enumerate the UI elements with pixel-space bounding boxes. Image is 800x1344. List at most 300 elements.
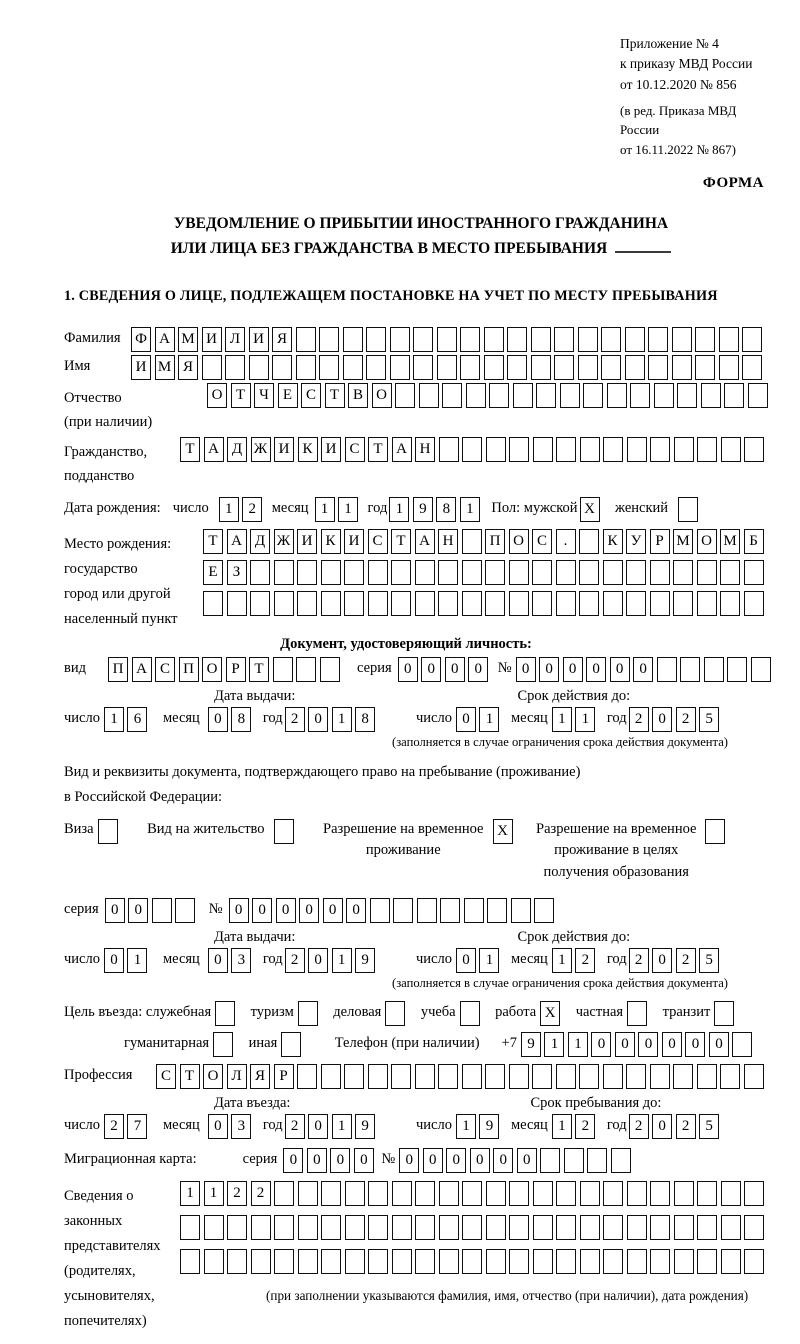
permit-valid-day-cells[interactable] (456, 948, 503, 973)
cell[interactable] (462, 1215, 482, 1240)
cell[interactable]: П (108, 657, 128, 682)
purpose-other-checkbox[interactable] (281, 1032, 305, 1057)
name-cells[interactable] (131, 355, 766, 380)
cell[interactable]: 0 (470, 1148, 490, 1173)
cell[interactable] (464, 898, 484, 923)
cell[interactable] (345, 1181, 365, 1206)
permit-issue-day-cells[interactable] (104, 948, 151, 973)
cell[interactable] (673, 560, 693, 585)
cell[interactable] (180, 1249, 200, 1274)
cell[interactable] (556, 1181, 576, 1206)
birth-year-cells[interactable] (389, 497, 483, 522)
cell[interactable] (345, 1249, 365, 1274)
cell[interactable] (297, 1064, 317, 1089)
doc-issue-year-cells[interactable] (285, 707, 379, 732)
cell[interactable] (627, 1249, 647, 1274)
cell[interactable] (321, 1215, 341, 1240)
cell[interactable] (719, 327, 739, 352)
cell[interactable]: 0 (323, 898, 343, 923)
cell[interactable]: 0 (633, 657, 653, 682)
cell[interactable] (507, 355, 527, 380)
cell[interactable]: Л (227, 1064, 247, 1089)
cell[interactable] (720, 560, 740, 585)
cell[interactable]: Я (250, 1064, 270, 1089)
cell[interactable] (714, 1001, 734, 1026)
cell[interactable] (392, 1215, 412, 1240)
cell[interactable]: И (249, 327, 269, 352)
cell[interactable] (297, 560, 317, 585)
cell[interactable] (697, 437, 717, 462)
cell[interactable] (751, 657, 771, 682)
cell[interactable] (554, 327, 574, 352)
cell[interactable] (415, 1215, 435, 1240)
cell[interactable]: К (603, 529, 623, 554)
cell[interactable]: 2 (676, 1114, 696, 1139)
permit-valid-month-cells[interactable] (552, 948, 599, 973)
cell[interactable] (175, 898, 195, 923)
sex-female-checkbox[interactable] (678, 497, 702, 522)
cell[interactable] (680, 657, 700, 682)
cell[interactable]: 0 (252, 898, 272, 923)
cell[interactable] (203, 591, 223, 616)
cell[interactable] (677, 383, 697, 408)
cell[interactable] (392, 1249, 412, 1274)
cell[interactable] (601, 327, 621, 352)
cell[interactable]: 0 (283, 1148, 303, 1173)
cell[interactable] (438, 1064, 458, 1089)
cell[interactable] (579, 560, 599, 585)
cell[interactable]: 1 (552, 1114, 572, 1139)
cell[interactable]: Ж (274, 529, 294, 554)
cell[interactable]: 0 (276, 898, 296, 923)
permit-series-cells[interactable] (105, 898, 199, 923)
cell[interactable]: 2 (227, 1181, 247, 1206)
cell[interactable] (462, 591, 482, 616)
cell[interactable] (368, 560, 388, 585)
cell[interactable] (697, 591, 717, 616)
cell[interactable]: 5 (699, 707, 719, 732)
cell[interactable]: 2 (676, 948, 696, 973)
cell[interactable] (511, 898, 531, 923)
cell[interactable] (319, 355, 339, 380)
legal-reps-cells-line3[interactable] (180, 1249, 768, 1274)
cell[interactable] (603, 1181, 623, 1206)
cell[interactable]: 1 (479, 707, 499, 732)
cell[interactable] (395, 383, 415, 408)
cell[interactable] (536, 383, 556, 408)
cell[interactable]: И (344, 529, 364, 554)
cell[interactable] (626, 1064, 646, 1089)
cell[interactable]: X (540, 1001, 560, 1026)
cell[interactable]: А (415, 529, 435, 554)
cell[interactable]: О (202, 657, 222, 682)
cell[interactable] (744, 1215, 764, 1240)
cell[interactable] (462, 560, 482, 585)
cell[interactable] (320, 657, 340, 682)
cell[interactable]: 1 (204, 1181, 224, 1206)
cell[interactable]: Т (391, 529, 411, 554)
cell[interactable] (274, 560, 294, 585)
cell[interactable] (531, 327, 551, 352)
cell[interactable] (296, 355, 316, 380)
cell[interactable] (513, 383, 533, 408)
cell[interactable]: 0 (516, 657, 536, 682)
cell[interactable]: А (392, 437, 412, 462)
cell[interactable] (509, 591, 529, 616)
cell[interactable]: Е (203, 560, 223, 585)
cell[interactable]: Д (250, 529, 270, 554)
cell[interactable] (564, 1148, 584, 1173)
cell[interactable]: 2 (575, 948, 595, 973)
cell[interactable] (578, 355, 598, 380)
cell[interactable] (368, 1249, 388, 1274)
cell[interactable] (204, 1215, 224, 1240)
cell[interactable]: 0 (615, 1032, 635, 1057)
doc-issue-day-cells[interactable] (104, 707, 151, 732)
cell[interactable] (439, 1215, 459, 1240)
cell[interactable] (509, 1215, 529, 1240)
cell[interactable]: 9 (521, 1032, 541, 1057)
cell[interactable] (744, 1064, 764, 1089)
visa-checkbox[interactable] (98, 819, 122, 844)
cell[interactable] (343, 327, 363, 352)
cell[interactable]: Ф (131, 327, 151, 352)
cell[interactable] (509, 1249, 529, 1274)
cell[interactable]: 9 (355, 1114, 375, 1139)
cell[interactable]: 0 (456, 948, 476, 973)
birth-day-cells[interactable] (219, 497, 266, 522)
cell[interactable]: У (626, 529, 646, 554)
cell[interactable] (532, 591, 552, 616)
cell[interactable]: 0 (399, 1148, 419, 1173)
cell[interactable] (654, 383, 674, 408)
cell[interactable]: 0 (652, 1114, 672, 1139)
cell[interactable] (697, 1181, 717, 1206)
cell[interactable] (321, 1064, 341, 1089)
cell[interactable]: 0 (421, 657, 441, 682)
cell[interactable] (437, 327, 457, 352)
cell[interactable]: 0 (307, 1148, 327, 1173)
cell[interactable] (556, 1064, 576, 1089)
cell[interactable]: К (321, 529, 341, 554)
cell[interactable] (554, 355, 574, 380)
cell[interactable]: Е (278, 383, 298, 408)
doc-valid-month-cells[interactable] (552, 707, 599, 732)
cell[interactable] (626, 560, 646, 585)
doc-number-cells[interactable] (516, 657, 775, 682)
cell[interactable] (533, 1215, 553, 1240)
cell[interactable] (368, 1064, 388, 1089)
cell[interactable] (719, 355, 739, 380)
cell[interactable]: 0 (104, 948, 124, 973)
cell[interactable] (251, 1249, 271, 1274)
cell[interactable]: 1 (332, 707, 352, 732)
cell[interactable] (648, 327, 668, 352)
cell[interactable]: 0 (229, 898, 249, 923)
cell[interactable] (274, 819, 294, 844)
cell[interactable]: 0 (423, 1148, 443, 1173)
cell[interactable] (727, 657, 747, 682)
cell[interactable]: 1 (479, 948, 499, 973)
cell[interactable]: Л (225, 327, 245, 352)
cell[interactable]: Т (368, 437, 388, 462)
cell[interactable] (274, 1215, 294, 1240)
cell[interactable]: С (301, 383, 321, 408)
cell[interactable] (603, 1215, 623, 1240)
cell[interactable]: 2 (285, 948, 305, 973)
cell[interactable]: 1 (456, 1114, 476, 1139)
cell[interactable]: 0 (539, 657, 559, 682)
birthplace-cells-line3[interactable] (203, 591, 767, 616)
cell[interactable]: 8 (436, 497, 456, 522)
cell[interactable]: 0 (610, 657, 630, 682)
birthplace-cells-line1[interactable] (203, 529, 767, 554)
cell[interactable] (607, 383, 627, 408)
cell[interactable] (509, 437, 529, 462)
cell[interactable] (744, 1249, 764, 1274)
cell[interactable] (674, 437, 694, 462)
cell[interactable] (701, 383, 721, 408)
cell[interactable]: 1 (127, 948, 147, 973)
cell[interactable]: 0 (208, 1114, 228, 1139)
cell[interactable] (345, 1215, 365, 1240)
cell[interactable]: 0 (208, 948, 228, 973)
cell[interactable]: 1 (389, 497, 409, 522)
cell[interactable]: 5 (699, 948, 719, 973)
cell[interactable] (579, 529, 599, 554)
cell[interactable]: С (156, 1064, 176, 1089)
stay-month-cells[interactable] (552, 1114, 599, 1139)
cell[interactable] (413, 327, 433, 352)
cell[interactable] (532, 560, 552, 585)
cell[interactable]: 2 (242, 497, 262, 522)
cell[interactable] (213, 1032, 233, 1057)
cell[interactable] (215, 1001, 235, 1026)
cell[interactable] (556, 591, 576, 616)
cell[interactable] (462, 437, 482, 462)
cell[interactable] (344, 560, 364, 585)
cell[interactable]: Д (227, 437, 247, 462)
cell[interactable] (721, 1249, 741, 1274)
cell[interactable]: 0 (591, 1032, 611, 1057)
cell[interactable] (273, 657, 293, 682)
cell[interactable]: 1 (219, 497, 239, 522)
cell[interactable]: П (179, 657, 199, 682)
doc-valid-day-cells[interactable] (456, 707, 503, 732)
cell[interactable]: 3 (231, 948, 251, 973)
cell[interactable] (391, 1064, 411, 1089)
cell[interactable] (580, 437, 600, 462)
cell[interactable]: 0 (346, 898, 366, 923)
cell[interactable] (296, 657, 316, 682)
cell[interactable]: Н (415, 437, 435, 462)
cell[interactable] (296, 327, 316, 352)
cell[interactable]: Р (226, 657, 246, 682)
cell[interactable] (250, 591, 270, 616)
cell[interactable] (180, 1215, 200, 1240)
cell[interactable] (487, 898, 507, 923)
legal-reps-cells-line1[interactable] (180, 1181, 768, 1206)
cell[interactable]: О (372, 383, 392, 408)
cell[interactable] (415, 1064, 435, 1089)
cell[interactable] (486, 1215, 506, 1240)
cell[interactable] (439, 1249, 459, 1274)
cell[interactable]: В (348, 383, 368, 408)
purpose-work-checkbox[interactable] (540, 1001, 564, 1026)
cell[interactable] (204, 1249, 224, 1274)
cell[interactable] (249, 355, 269, 380)
stay-day-cells[interactable] (456, 1114, 503, 1139)
temp-permit-edu-checkbox[interactable] (705, 819, 729, 844)
cell[interactable]: 0 (493, 1148, 513, 1173)
cell[interactable] (368, 1181, 388, 1206)
cell[interactable] (393, 898, 413, 923)
cell[interactable] (697, 1064, 717, 1089)
sex-male-checkbox[interactable] (580, 497, 604, 522)
cell[interactable]: 0 (330, 1148, 350, 1173)
cell[interactable] (578, 327, 598, 352)
cell[interactable]: Т (325, 383, 345, 408)
cell[interactable]: О (509, 529, 529, 554)
entry-year-cells[interactable] (285, 1114, 379, 1139)
cell[interactable] (391, 591, 411, 616)
cell[interactable] (366, 327, 386, 352)
cell[interactable] (509, 1181, 529, 1206)
doc-issue-month-cells[interactable] (208, 707, 255, 732)
cell[interactable]: Т (180, 1064, 200, 1089)
cell[interactable] (625, 327, 645, 352)
cell[interactable]: С (155, 657, 175, 682)
temp-permit-checkbox[interactable] (493, 819, 517, 844)
cell[interactable] (648, 355, 668, 380)
cell[interactable] (251, 1215, 271, 1240)
cell[interactable] (486, 437, 506, 462)
cell[interactable] (415, 1181, 435, 1206)
cell[interactable] (673, 1064, 693, 1089)
cell[interactable]: Р (274, 1064, 294, 1089)
cell[interactable] (437, 355, 457, 380)
purpose-official-checkbox[interactable] (215, 1001, 239, 1026)
cell[interactable] (344, 591, 364, 616)
cell[interactable] (462, 529, 482, 554)
cell[interactable] (298, 1215, 318, 1240)
cell[interactable]: 0 (128, 898, 148, 923)
cell[interactable]: 0 (563, 657, 583, 682)
cell[interactable] (152, 898, 172, 923)
cell[interactable] (439, 437, 459, 462)
cell[interactable]: 1 (552, 707, 572, 732)
purpose-private-checkbox[interactable] (627, 1001, 651, 1026)
cell[interactable] (413, 355, 433, 380)
cell[interactable] (603, 560, 623, 585)
cell[interactable] (442, 383, 462, 408)
cell[interactable] (460, 355, 480, 380)
cell[interactable] (650, 1064, 670, 1089)
cell[interactable] (657, 657, 677, 682)
cell[interactable] (650, 437, 670, 462)
cell[interactable] (580, 1181, 600, 1206)
doc-type-cells[interactable] (108, 657, 343, 682)
cell[interactable] (366, 355, 386, 380)
cell[interactable]: 9 (413, 497, 433, 522)
cell[interactable] (415, 591, 435, 616)
cell[interactable] (650, 1249, 670, 1274)
cell[interactable]: 0 (652, 707, 672, 732)
cell[interactable] (630, 383, 650, 408)
cell[interactable]: 1 (332, 948, 352, 973)
phone-cells[interactable] (521, 1032, 756, 1057)
cell[interactable] (579, 591, 599, 616)
cell[interactable] (533, 1181, 553, 1206)
cell[interactable] (674, 1215, 694, 1240)
cell[interactable] (462, 1064, 482, 1089)
cell[interactable] (485, 591, 505, 616)
purpose-study-checkbox[interactable] (460, 1001, 484, 1026)
cell[interactable] (625, 355, 645, 380)
purpose-business-checkbox[interactable] (385, 1001, 409, 1026)
cell[interactable] (697, 560, 717, 585)
cell[interactable]: М (720, 529, 740, 554)
migcard-number-cells[interactable] (399, 1148, 634, 1173)
cell[interactable] (721, 1215, 741, 1240)
cell[interactable]: 0 (468, 657, 488, 682)
cell[interactable] (556, 437, 576, 462)
cell[interactable]: 0 (446, 1148, 466, 1173)
cell[interactable]: 2 (629, 707, 649, 732)
permit-issue-year-cells[interactable] (285, 948, 379, 973)
doc-valid-year-cells[interactable] (629, 707, 723, 732)
cell[interactable] (298, 1001, 318, 1026)
cell[interactable]: 0 (517, 1148, 537, 1173)
cell[interactable] (603, 437, 623, 462)
cell[interactable] (742, 355, 762, 380)
cell[interactable]: 2 (676, 707, 696, 732)
cell[interactable] (627, 1181, 647, 1206)
cell[interactable]: З (227, 560, 247, 585)
cell[interactable] (297, 591, 317, 616)
cell[interactable] (650, 1215, 670, 1240)
purpose-humanitarian-checkbox[interactable] (213, 1032, 237, 1057)
cell[interactable] (672, 327, 692, 352)
permit-valid-year-cells[interactable] (629, 948, 723, 973)
cell[interactable] (556, 1215, 576, 1240)
cell[interactable]: X (493, 819, 513, 844)
cell[interactable] (721, 1181, 741, 1206)
cell[interactable] (321, 591, 341, 616)
cell[interactable]: Ж (251, 437, 271, 462)
cell[interactable] (705, 819, 725, 844)
cell[interactable] (579, 1064, 599, 1089)
cell[interactable]: А (132, 657, 152, 682)
cell[interactable] (673, 591, 693, 616)
cell[interactable]: 2 (575, 1114, 595, 1139)
cell[interactable]: 5 (699, 1114, 719, 1139)
cell[interactable] (724, 383, 744, 408)
cell[interactable]: 1 (552, 948, 572, 973)
cell[interactable] (720, 591, 740, 616)
cell[interactable]: 0 (662, 1032, 682, 1057)
cell[interactable] (627, 1001, 647, 1026)
cell[interactable] (742, 327, 762, 352)
cell[interactable]: 8 (355, 707, 375, 732)
cell[interactable] (674, 1249, 694, 1274)
birthplace-cells-line2[interactable] (203, 560, 767, 585)
cell[interactable] (650, 1181, 670, 1206)
cell[interactable] (225, 355, 245, 380)
cell[interactable] (587, 1148, 607, 1173)
cell[interactable] (438, 560, 458, 585)
cell[interactable] (721, 437, 741, 462)
